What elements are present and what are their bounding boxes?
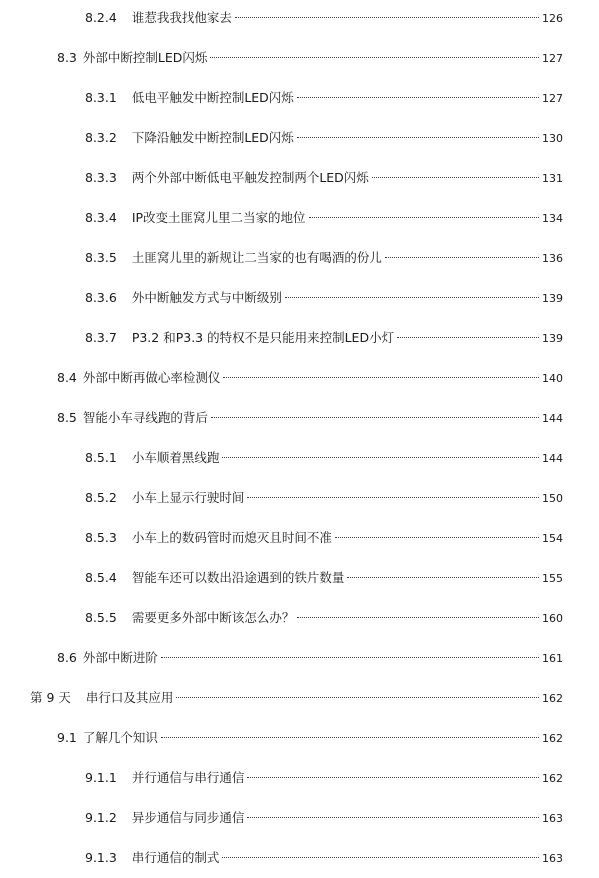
dot-leader [297,97,539,98]
dot-leader [247,497,539,498]
toc-entry-title: 并行通信与串行通信 [131,770,245,785]
dot-leader [223,377,539,378]
toc-entry-8-5-4[interactable] [85,568,563,588]
toc-entry-page: 162 [542,772,563,785]
toc-entry-page: 144 [542,452,563,465]
toc-entry-8-5[interactable] [57,408,563,428]
toc-entry-title: 小车顺着黑线跑 [131,450,220,465]
toc-entry-chapter-9[interactable] [30,688,563,708]
toc-entry-number: 8.3.1 [85,90,117,105]
toc-entry-page: 126 [542,12,563,25]
toc-entry-page: 162 [542,692,563,705]
dot-leader [309,217,539,218]
toc-entry-number: 8.5.2 [85,490,117,505]
toc-entry-page: 162 [542,732,563,745]
toc-entry-number: 8.3.2 [85,130,117,145]
toc-entry-number: 8.6 [57,650,77,665]
toc-entry-page: 127 [542,52,563,65]
toc-entry-9-1[interactable] [57,728,563,748]
toc-entry-number: 第 9 天 [30,690,71,705]
toc-entry-title: IP改变土匪窝儿里二当家的地位 [131,210,306,225]
toc-entry-title: 智能小车寻线跑的背后 [82,410,208,425]
toc-entry-8-5-2[interactable] [85,488,563,508]
dot-leader [372,177,539,178]
toc-entry-page: 136 [542,252,563,265]
toc-entry-title: 外部中断进阶 [82,650,158,665]
dot-leader [235,17,539,18]
toc-entry-number: 8.5.5 [85,610,117,625]
dot-leader [161,657,539,658]
toc-entry-title: 小车上的数码管时而熄灭且时间不准 [131,530,332,545]
toc-entry-page: 131 [542,172,563,185]
toc-entry-number: 8.5.3 [85,530,117,545]
toc-entry-title: 低电平触发中断控制LED闪烁 [131,90,294,105]
toc-entry-title: 异步通信与同步通信 [131,810,245,825]
toc-entry-page: 139 [542,292,563,305]
toc-entry-page: 161 [542,652,563,665]
toc-entry-title: 两个外部中断低电平触发控制两个LED闪烁 [131,170,369,185]
toc-entry-number: 8.3.6 [85,290,117,305]
toc-entry-page: 154 [542,532,563,545]
dot-leader [285,297,539,298]
toc-entry-number: 8.5.4 [85,570,117,585]
toc-entry-8-5-5[interactable] [85,608,563,628]
toc-entry-page: 130 [542,132,563,145]
toc-entry-number: 8.2.4 [85,10,117,25]
dot-leader [247,817,539,818]
dot-leader [222,457,539,458]
dot-leader [161,737,539,738]
toc-entry-page: 155 [542,572,563,585]
toc-entry-9-1-1[interactable] [85,768,563,788]
toc-entry-page: 163 [542,852,563,865]
dot-leader [347,577,539,578]
toc-entry-number: 8.3.4 [85,210,117,225]
toc-entry-title: 串行口及其应用 [85,690,174,705]
toc-entry-title: 下降沿触发中断控制LED闪烁 [131,130,294,145]
toc-entry-page: 163 [542,812,563,825]
toc-entry-8-3-3[interactable] [85,168,563,188]
toc-entry-number: 8.3.5 [85,250,117,265]
toc-entry-8-6[interactable] [57,648,563,668]
dot-leader [385,257,539,258]
toc-entry-number: 8.3.7 [85,330,117,345]
dot-leader [247,777,539,778]
toc-entry-number: 9.1.2 [85,810,117,825]
toc-entry-page: 140 [542,372,563,385]
toc-entry-8-3[interactable] [57,48,563,68]
toc-entry-title: 谁惹我我找他家去 [131,10,232,25]
toc-entry-title: 小车上显示行驶时间 [131,490,245,505]
toc-entry-title: 外部中断再做心率检测仪 [82,370,221,385]
toc-entry-number: 8.3 [57,50,77,65]
toc-entry-title: 需要更多外部中断该怎么办？ [131,610,295,625]
toc-entry-number: 8.5.1 [85,450,117,465]
toc-entry-number: 8.3.3 [85,170,117,185]
dot-leader [297,617,539,618]
toc-entry-8-4[interactable] [57,368,563,388]
dot-leader [176,697,539,698]
toc-entry-number: 8.4 [57,370,77,385]
dot-leader [222,857,539,858]
dot-leader [335,537,539,538]
dot-leader [211,417,539,418]
toc-entry-title: 智能车还可以数出沿途遇到的铁片数量 [131,570,345,585]
toc-entry-9-1-3[interactable] [85,848,563,868]
toc-entry-number: 9.1 [57,730,77,745]
toc-entry-title: 外中断触发方式与中断级别 [131,290,282,305]
toc-entry-page: 139 [542,332,563,345]
toc-entry-title: P3.2 和P3.3 的特权不是只能用来控制LED小灯 [131,330,395,345]
toc-entry-8-3-7[interactable] [85,328,563,348]
toc-entry-8-5-3[interactable] [85,528,563,548]
toc-entry-title: 外部中断控制LED闪烁 [82,50,208,65]
dot-leader [397,337,539,338]
toc-entry-8-3-6[interactable] [85,288,563,308]
dot-leader [297,137,539,138]
toc-entry-page: 150 [542,492,563,505]
toc-entry-9-1-2[interactable] [85,808,563,828]
toc-entry-8-3-2[interactable] [85,128,563,148]
toc-entry-title: 土匪窝儿里的新规让二当家的也有喝酒的份儿 [131,250,382,265]
toc-entry-8-3-1[interactable] [85,88,563,108]
toc-entry-number: 8.5 [57,410,77,425]
toc-entry-page: 160 [542,612,563,625]
toc-entry-8-5-1[interactable] [85,448,563,468]
toc-entry-title: 串行通信的制式 [131,850,220,865]
dot-leader [210,57,539,58]
toc-entry-page: 134 [542,212,563,225]
toc-entry-number: 9.1.1 [85,770,117,785]
toc-entry-title: 了解几个知识 [82,730,158,745]
toc-entry-8-3-4[interactable] [85,208,563,228]
toc-entry-8-2-4[interactable] [85,8,563,28]
toc-entry-page: 127 [542,92,563,105]
toc-entry-page: 144 [542,412,563,425]
toc-entry-8-3-5[interactable] [85,248,563,268]
toc-entry-number: 9.1.3 [85,850,117,865]
